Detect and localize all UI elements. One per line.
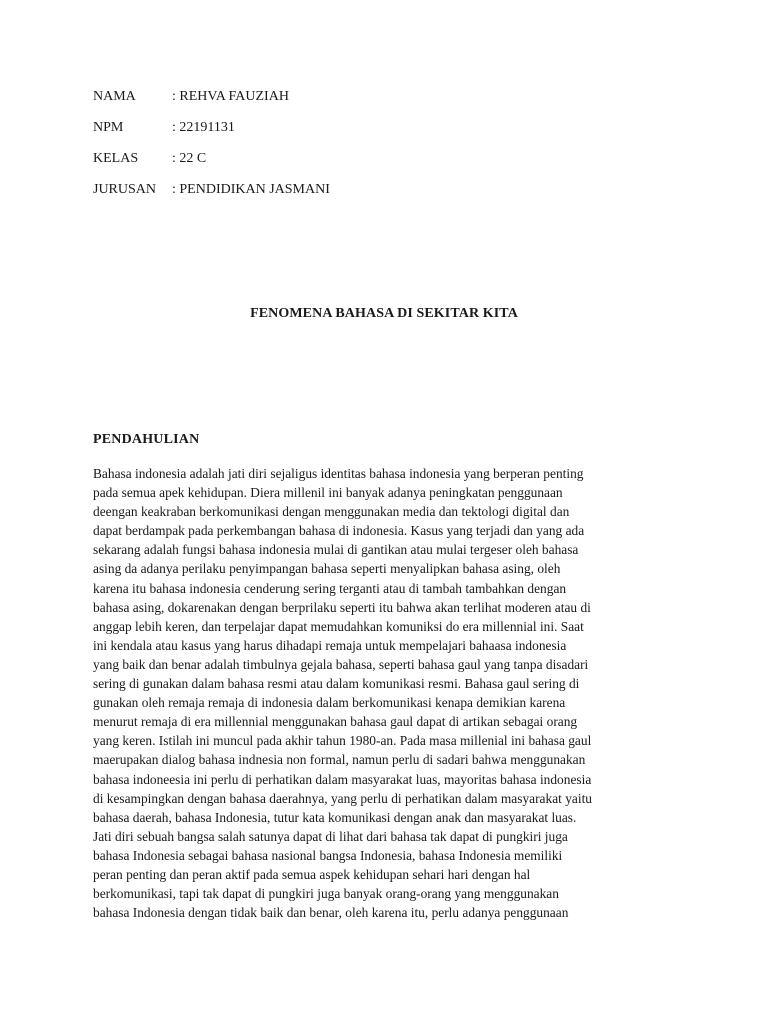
body-line: peran penting dan peran aktif pada semua aspek kehidupan sehari hari dengan hal xyxy=(93,866,531,882)
body-line: bahasa Indonesia dengan tidak baik dan benar, oleh karena itu, perlu adanya penggunaan xyxy=(93,905,569,921)
identity-value: : REHVA FAUZIAH xyxy=(172,89,289,104)
body-line: bahasa Indonesia sebagai bahasa nasional bangsa Indonesia, bahasa Indonesia memiliki xyxy=(93,847,563,863)
body-line: dapat berdampak pada perkembangan bahasa di indonesia. Kasus yang terjadi dan yang ada xyxy=(93,523,585,539)
identity-value: : PENDIDIKAN JASMANI xyxy=(172,182,330,197)
body-line: bahasa daerah, bahasa Indonesia, tutur kata komunikasi dengan anak dan masyarakat luas. xyxy=(93,809,577,825)
body-line: maerupakan dialog bahasa indnesia non formal, namun perlu di sadari bahwa menggunakan xyxy=(93,752,586,768)
identity-label: JURUSAN xyxy=(93,182,157,197)
identity-row-nama xyxy=(93,87,330,118)
body-line: gunakan oleh remaja remaja di indonesia dalam berkomunikasi kenapa demikian karena xyxy=(93,695,566,711)
identity-row-jurusan xyxy=(93,180,330,211)
identity-value: : 22 C xyxy=(172,151,207,166)
body-line: berkomunikasi, tapi tak dapat di pungkiri juga banyak orang-orang yang menggunakan xyxy=(93,886,559,902)
identity-value: : 22191131 xyxy=(172,120,235,135)
body-line: Jati diri sebuah bangsa salah satunya dapat di lihat dari bahasa tak dapat di pungkiri juga xyxy=(93,828,568,844)
body-line: sekarang adalah fungsi bahasa indonesia mulai di gantikan atau mulai tergeser oleh bahasa xyxy=(93,542,579,558)
document-title: FENOMENA BAHASA DI SEKITAR KITA xyxy=(250,306,518,321)
identity-row-kelas xyxy=(93,149,330,180)
identity-label: NPM xyxy=(93,120,124,135)
body-line: asing da adanya perilaku penyimpangan bahasa seperti menyalipkan bahasa asing, oleh xyxy=(93,561,561,577)
body-line: yang baik dan benar adalah timbulnya gejala bahasa, seperti bahasa gaul yang tanpa disadari xyxy=(93,656,589,672)
body-line: menurut remaja di era millennial menggunakan bahasa gaul dapat di artikan sebagai orang xyxy=(93,714,578,730)
body-paragraph xyxy=(93,464,653,922)
identity-label: NAMA xyxy=(93,89,136,104)
section-heading: PENDAHULIAN xyxy=(93,432,200,447)
body-line: yang keren. Istilah ini muncul pada akhir tahun 1980-an. Pada masa millenial ini bahasa gaul xyxy=(93,733,592,749)
body-line: anggap lebih keren, dan terpelajar dapat memudahkan komuniksi do era millennial ini. Saat xyxy=(93,618,584,634)
body-line: bahasa indoneesia ini perlu di perhatikan dalam masyarakat luas, mayoritas bahasa indonesia xyxy=(93,771,592,787)
body-line: bahasa asing, dokarenakan dengan berprilaku seperti itu bahwa akan terlihat moderen atau di xyxy=(93,599,591,615)
identity-label: KELAS xyxy=(93,151,139,166)
identity-row-npm xyxy=(93,118,330,149)
body-line: Bahasa indonesia adalah jati diri sejaligus identitas bahasa indonesia yang berperan penting xyxy=(93,466,584,481)
body-line: di kesampingkan dengan bahasa daerahnya, yang perlu di perhatikan dalam masyarakat yaitu xyxy=(93,790,592,806)
body-line: pada semua apek kehidupan. Diera millenil ini banyak adanya peningkatan penggunaan xyxy=(93,485,563,501)
body-line: karena itu bahasa indonesia cenderung sering terganti atau di tambah tambahkan dengan xyxy=(93,580,567,596)
identity-block xyxy=(93,87,330,211)
body-line: sering di gunakan dalam bahasa resmi atau dalam komunikasi resmi. Bahasa gaul sering di xyxy=(93,676,580,692)
body-line: ini kendala atau kasus yang harus dihadapi remaja untuk mempelajari bahaasa indonesia xyxy=(93,637,567,653)
body-line: deengan keakraban berkomunikasi dengan menggunakan media dan tektologi digital dan xyxy=(93,504,570,520)
